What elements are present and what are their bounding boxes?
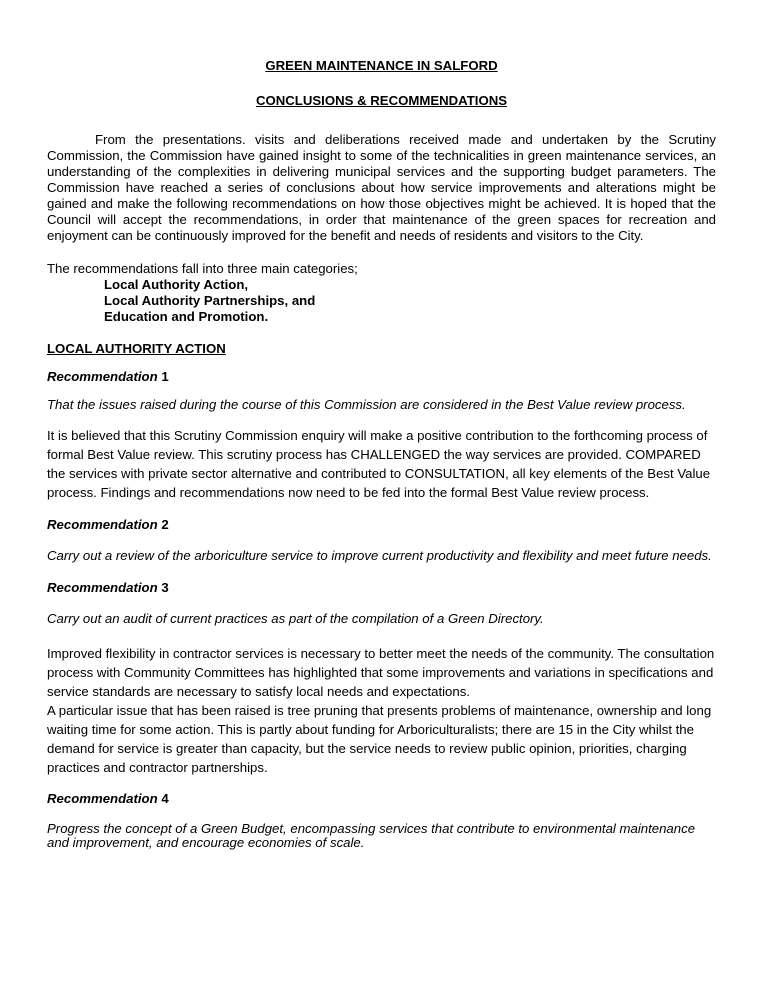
category-item: Local Authority Action,	[104, 277, 249, 292]
section-heading: LOCAL AUTHORITY ACTION	[47, 341, 226, 356]
recommendation-label: Recommendation	[47, 580, 158, 595]
recommendation-4-text: Progress the concept of a Green Budget, encompassing services that contribute to environmental maintenance and improvement, and encourage economies of scale.	[47, 821, 696, 850]
recommendation-number: 1	[161, 369, 169, 384]
document-subtitle: CONCLUSIONS & RECOMMENDATIONS	[255, 93, 508, 108]
categories-list	[47, 277, 716, 325]
recommendation-3-body-2: A particular issue that has been raised is tree pruning that presents problems of maintenance, ownership and long waiting time for some action. This is partly about funding for Arboriculturalists; there are 15 in the City whilst the demand for service is greater than capacity, but the service needs to review public opinion, priorities, charging practices and contractor partnerships.	[47, 703, 712, 775]
categories-lead: The recommendations fall into three main categories;	[47, 261, 358, 276]
recommendation-number: 3	[161, 580, 169, 595]
recommendation-3-text: Carry out an audit of current practices as part of the compilation of a Green Directory.	[47, 611, 544, 626]
category-item: Education and Promotion.	[104, 309, 269, 324]
recommendation-4-heading	[47, 791, 716, 807]
document-page	[47, 58, 716, 850]
recommendation-1-text: That the issues raised during the course of this Commission are considered in the Best Value review process.	[47, 397, 686, 412]
recommendation-2-text: Carry out a review of the arboriculture service to improve current productivity and flexibility and meet future needs.	[47, 548, 712, 563]
recommendation-3-heading	[47, 580, 716, 596]
intro-paragraph: From the presentations. visits and deliberations received made and undertaken by the Scrutiny Commission, the Commission have gained insight to some of the technicalities in green maintenance services, an understanding of the complexities in delivering municipal services and the supporting budget parameters. The Commission have reached a series of conclusions about how service improvements and alterations might be gained and make the following recommendations on how those objectives might be achieved. It is hoped that the Council will accept the recommendations, in order that maintenance of the green spaces for recreation and enjoyment can be continuously improved for the benefit and needs of residents and visitors to the City.	[47, 132, 716, 243]
recommendation-3-body-1: Improved flexibility in contractor services is necessary to better meet the needs of the community. The consultation process with Community Committees has highlighted that some improvements and variations in specifications and service standards are necessary to satisfy local needs and expectations.	[47, 646, 715, 699]
recommendation-1-heading	[47, 369, 716, 385]
recommendation-number: 2	[161, 517, 169, 532]
recommendation-1-body: It is believed that this Scrutiny Commission enquiry will make a positive contribution to the forthcoming process of formal Best Value review. This scrutiny process has CHALLENGED the way services are provided. COMPARED the services with private sector alternative and contributed to CONSULTATION, all key elements of the Best Value process. Findings and recommendations now need to be fed into the formal Best Value review process.	[47, 428, 711, 500]
recommendation-label: Recommendation	[47, 517, 158, 532]
recommendation-2-heading	[47, 517, 716, 533]
recommendation-label: Recommendation	[47, 369, 158, 384]
recommendation-number: 4	[161, 791, 169, 806]
category-item: Local Authority Partnerships, and	[104, 293, 316, 308]
document-title: GREEN MAINTENANCE IN SALFORD	[265, 58, 498, 73]
recommendation-label: Recommendation	[47, 791, 158, 806]
